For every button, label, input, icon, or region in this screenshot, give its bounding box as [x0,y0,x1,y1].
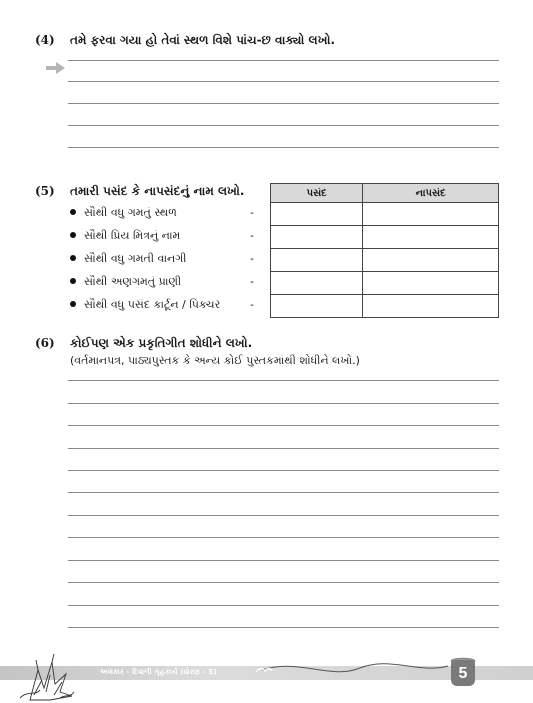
preference-item [70,252,186,266]
question-4-text: તમે ફરવા ગયા હો તેવાં સ્થળ વિશે પાંચ-છ વાક્યો લખો. [70,33,336,47]
table-cell[interactable] [271,295,363,318]
answer-line[interactable] [68,627,499,628]
column-header-dislike: નાપસંદ [363,184,499,203]
sketch-illustration-icon [20,654,74,700]
answer-line[interactable] [68,60,499,61]
answer-line[interactable] [68,470,499,471]
footer-title: અલંકાર - દિવાળી ગૃહકાર્ય (ધોરણ - 5) [100,668,217,676]
answer-line[interactable] [68,582,499,583]
preference-item-label: સૌથી વધુ પસંદ કાર્ટૂન / પિક્ચર [84,298,221,311]
table-row [271,295,499,318]
preference-table [270,183,499,318]
footer-swirl-icon [256,669,272,672]
table-row [271,203,499,226]
preference-item-label: સૌથી પ્રિય મિત્રનું નામ [84,229,181,242]
table-row [271,249,499,272]
column-header-like: પસંદ [271,184,363,203]
answer-line[interactable] [68,448,499,449]
answer-line[interactable] [68,537,499,538]
table-cell[interactable] [363,295,499,318]
table-cell[interactable] [271,226,363,249]
preference-item-label: સૌથી વધુ ગમતી વાનગી [84,252,187,265]
answer-line[interactable] [68,560,499,561]
answer-line[interactable] [68,125,499,126]
question-5-text: તમારી પસંદ કે નાપસંદનું નામ લખો. [70,184,245,198]
answer-line[interactable] [68,147,499,148]
table-row [271,226,499,249]
table-cell[interactable] [271,272,363,295]
question-6-number: (6) [35,336,55,350]
table-cell[interactable] [271,203,363,226]
table-cell[interactable] [363,272,499,295]
question-6-text: કોઈપણ એક પ્રકૃતિગીત શોધીને લખો. [70,336,253,350]
answer-line[interactable] [68,425,499,426]
question-6-subtext: (વર્તમાનપત્ર, પાઠ્યપુસ્તક કે અન્ય કોઈ પુસ્તકમાંથી શોધીને લખો.) [70,354,360,367]
arrow-right-icon [46,62,66,74]
footer-wave-line [262,664,448,672]
answer-line[interactable] [68,403,499,404]
preference-item-label: સૌથી વધુ ગમતું સ્થળ [84,206,177,219]
table-cell[interactable] [363,226,499,249]
question-5-number: (5) [35,184,55,198]
bullet-icon [70,301,76,307]
answer-line[interactable] [68,81,499,82]
table-row [271,272,499,295]
preference-item-label: સૌથી અણગમતું પ્રાણી [84,275,182,288]
item-dash: - [250,275,254,288]
table-cell[interactable] [363,249,499,272]
page-number: 5 [451,660,475,686]
answer-line[interactable] [68,605,499,606]
item-dash: - [250,229,254,242]
preference-item [70,229,180,243]
item-dash: - [250,298,254,311]
preference-item [70,298,220,312]
table-cell[interactable] [271,249,363,272]
item-dash: - [250,206,254,219]
bullet-icon [70,232,76,238]
preference-item [70,275,181,289]
answer-line[interactable] [68,380,499,381]
answer-line[interactable] [68,515,499,516]
bullet-icon [70,278,76,284]
bullet-icon [70,255,76,261]
table-cell[interactable] [363,203,499,226]
question-4-number: (4) [35,33,55,47]
bullet-icon [70,209,76,215]
answer-line[interactable] [68,103,499,104]
answer-line[interactable] [68,492,499,493]
item-dash: - [250,252,254,265]
preference-item [70,206,177,220]
